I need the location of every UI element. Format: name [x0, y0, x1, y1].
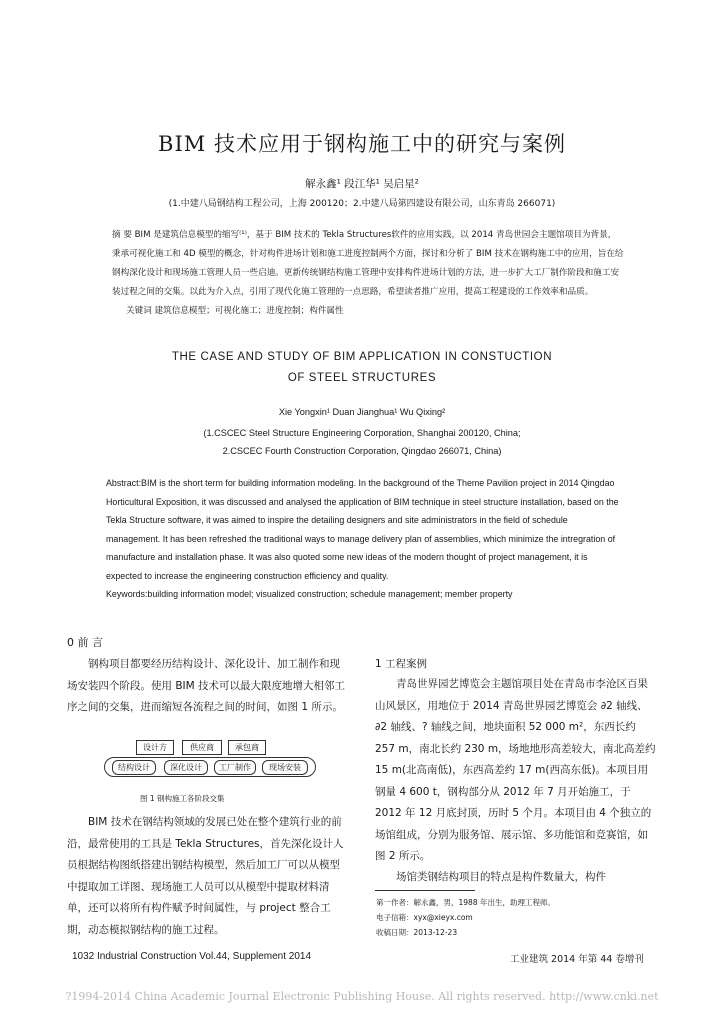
authors-cn: 解永鑫¹ 段江华¹ 吴启星²: [305, 178, 419, 190]
affiliations-cn: (1.中建八局钢结构工程公司，上海 200120；2.中建八局第四建设有限公司，山东青岛 266071): [168, 199, 556, 209]
keywords-en: :building information model; visualized construction; schedule management; member property: [144, 589, 513, 599]
footnote-email: 电子信箱：xyx@xieyx.com: [376, 913, 473, 922]
figure-stage-structural-design: 结构设计: [112, 760, 156, 775]
intro-paragraph-1: 钢构项目都要经历结构设计、深化设计、加工制作和现场安装四个阶段。使用 BIM 技术可以最大限度地增大相邻工序之间的交集，进而缩短各流程之间的时间，如图 1 所示。: [67, 658, 346, 713]
case-paragraph-1: 青岛世界园艺博览会主题馆项目处在青岛市李沧区百果山风景区，用地位于 2014 青岛世界园艺博览会 ∂2 轴线、∂2 轴线、? 轴线之间，地块面积 52 000 m²，东西长约 257 m，南北长约 230 m，场地地形高差较大，南北高差约 15 m(北高南低)，东西高差约 17 m(西高东低)。本项目用钢量 4 600 t，钢构部分从 2012 年 7 月开始施工，于 2012 年 12 月底封顶，历时 5 个月。本项目由 4 个独立的场馆组成，分别为服务馆、展示馆、多功能馆和竞赛馆，如图 2 所示。: [375, 678, 656, 862]
english-title-line1: THE CASE AND STUDY OF BIM APPLICATION IN CONSTUCTION: [171, 351, 553, 363]
abstract-cn-label: 摘 要: [112, 230, 132, 240]
abstract-cn: [112, 226, 624, 321]
figure-stage-detailing: 深化设计: [164, 760, 208, 775]
authors-en: Xie Yongxin¹ Duan Jianghua¹ Wu Qixing²: [278, 407, 446, 417]
abstract-cn-text: BIM 是建筑信息模型的缩写⁽¹⁾，基于 BIM 技术的 Tekla Structures软件的应用实践，以 2014 青岛世园会主题馆项目为背景，秉承可视化施工和 4D 模型的概念，针对构件进场计划和施工进度控制两个方面，探讨和分析了 BIM 技术在钢构施工中的应用，旨在给钢构深化设计和现场施工管理人员一些启迪。更新传统钢结构施工管理中安排构件进场计划的方法，进一步扩大工厂制作阶段和施工安装过程之间的交集。以此为介入点，引用了现代化施工管理的一点思路，希望读者推广应用，提高工程建设的工作效率和品质。: [112, 230, 624, 297]
figure-label-contractor: 承包商: [228, 740, 266, 755]
figure-1-caption: 图 1 钢构施工各阶段交集: [140, 794, 225, 803]
keywords-cn: 建筑信息模型；可视化施工；进度控制；构件属性: [154, 306, 344, 316]
keywords-cn-label: 关键词: [126, 306, 152, 316]
footer-left: 1032 Industrial Construction Vol.44, Supplement 2014: [72, 951, 312, 962]
figure-label-supplier: 供应商: [182, 740, 222, 755]
affiliation-en-1: (1.CSCEC Steel Structure Engineering Corporation, Shanghai 200120, China;: [203, 428, 521, 438]
figure-1-diagram: [104, 740, 324, 780]
english-title-line2: OF STEEL STRUCTURES: [287, 372, 437, 384]
keywords-en-label: Keywords: [106, 589, 145, 599]
abstract-en-text: :BIM is the short term for building information modeling. In the background of the Theme Pavilion project in 2014 Qingdao Horticultural Exposition, it was discussed and analysed the application of BIM technique in steel structure installation, based on the Tekla Structure software, it was aimed to inspire the detailing designers and site administrators in the field of schedule management. It has been refreshed the traditional ways to manage delivery plan of assemblies, which minimize the intregration of manufacture and installation phase. It was also quoted some new ideas of the modern thought of project management, it is expected to increase the engineering construction efficiency and quality.: [106, 478, 619, 581]
section-heading-intro: 0 前 言: [67, 636, 103, 649]
abstract-en-label: Abstract: [106, 478, 139, 488]
case-paragraph-2: 场馆类钢结构项目的特点是构件数量大，构件: [396, 871, 606, 883]
abstract-en: [106, 474, 622, 604]
footnote-received: 收稿日期：2013-12-23: [376, 928, 458, 937]
figure-stage-fabrication: 工厂制作: [214, 760, 256, 775]
intro-paragraph-2: BIM 技术在钢结构领域的发展已处在整个建筑行业的前沿，最常使用的工具是 Tekla Structures，首先深化设计人员根据结构图纸搭建出钢结构模型，然后加工厂可以从模型中提取加工详图、现场施工人员可以从模型中提取材料清单，还可以将所有构件赋予时间属性，与 project 整合工期，动态模拟钢结构的施工过程。: [67, 816, 344, 936]
section-heading-case: 1 工程案例: [375, 658, 428, 670]
figure-label-designer: 设计方: [136, 740, 174, 755]
paper-title-cn: BIM 技术应用于钢构施工中的研究与案例: [158, 132, 566, 156]
footnote-rule: [375, 890, 475, 891]
footnote-author: 第一作者：解永鑫，男，1988 年出生，助理工程师。: [376, 898, 555, 907]
affiliation-en-2: 2.CSCEC Fourth Construction Corporation, Qingdao 266071, China): [222, 446, 502, 456]
figure-stage-installation: 现场安装: [262, 760, 308, 775]
footer-right: 工业建筑 2014 年第 44 卷增刊: [510, 954, 644, 965]
watermark: ?1994-2014 China Academic Journal Electronic Publishing House. All rights reserved. http://www.cnki.net: [65, 990, 659, 1003]
